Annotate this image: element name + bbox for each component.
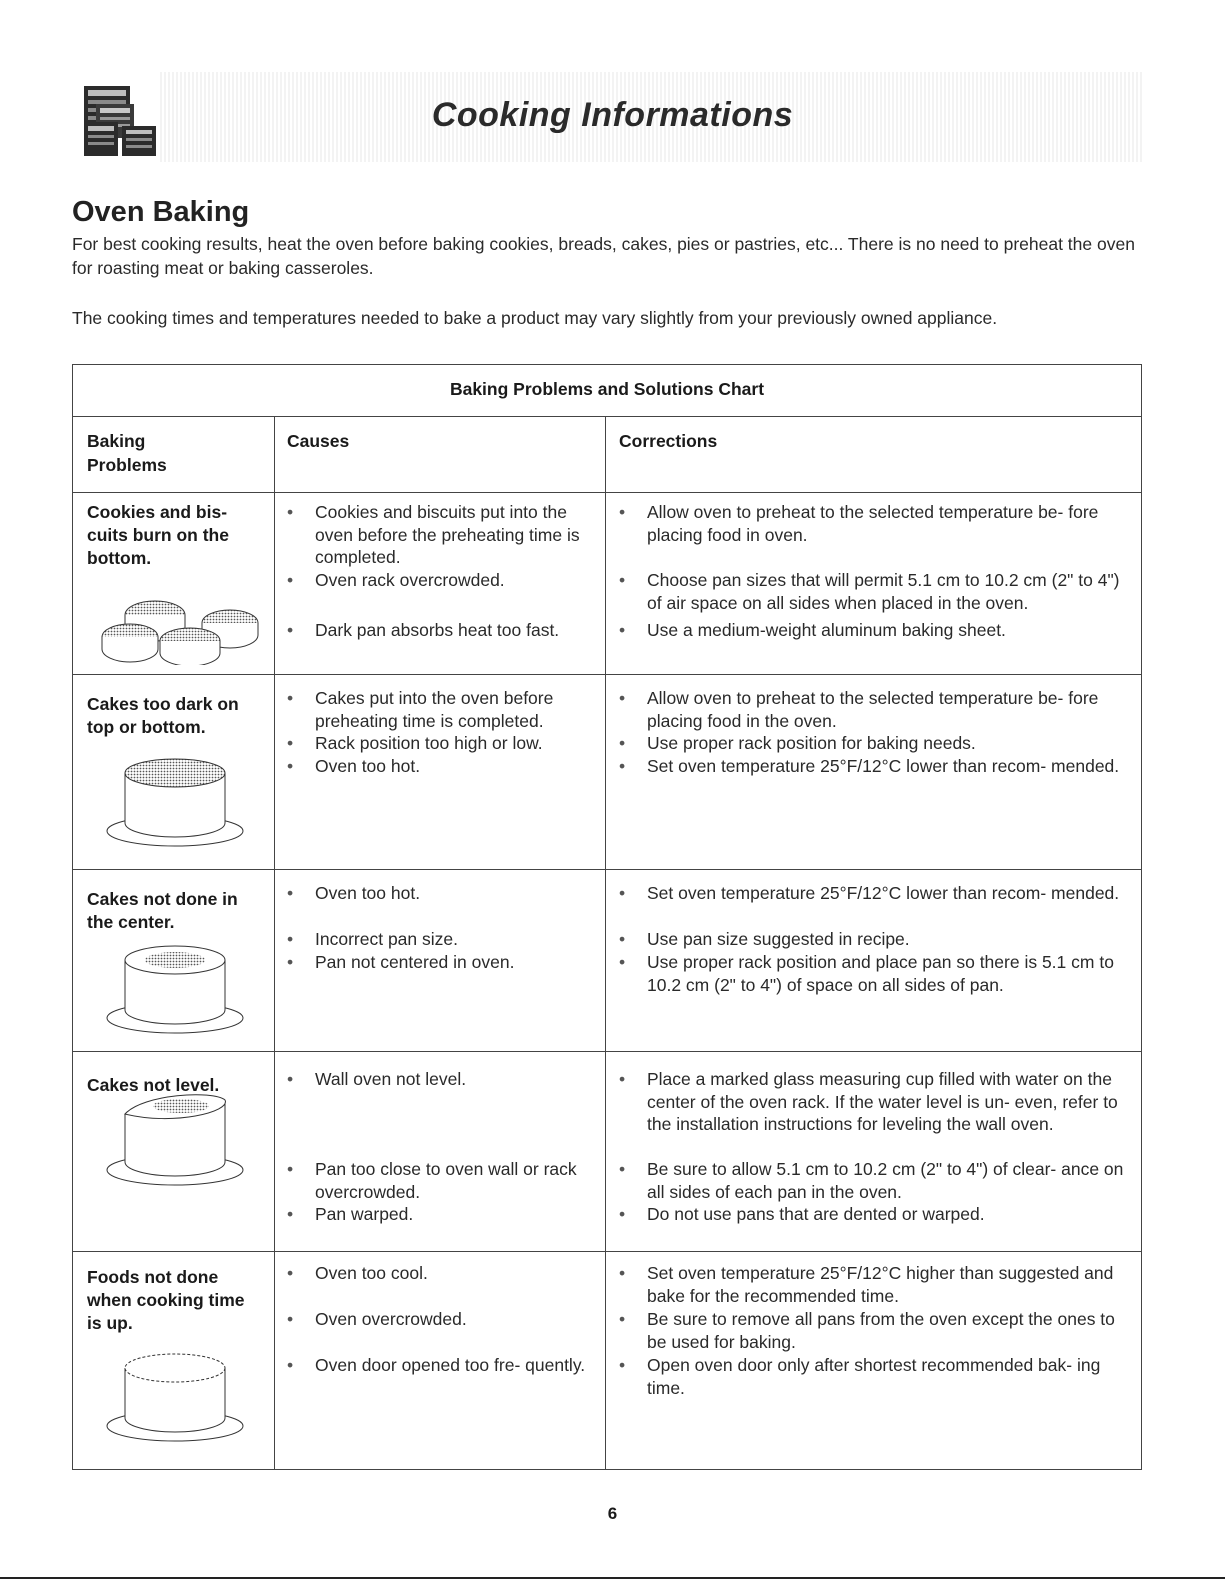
header-problems: Baking Problems bbox=[87, 431, 167, 475]
table-row bbox=[73, 1052, 1141, 1252]
correction-item: • Allow oven to preheat to the selected temperature be- fore placing food in oven. bbox=[647, 501, 1125, 546]
table-row bbox=[73, 870, 1141, 1052]
uneven-cake-illustration bbox=[103, 1090, 253, 1190]
table-row bbox=[73, 675, 1141, 870]
page-number: 6 bbox=[607, 1504, 618, 1523]
cause-item: • Incorrect pan size. bbox=[315, 928, 605, 951]
cause-item: • Oven too hot. bbox=[315, 755, 605, 778]
correction-item: • Open oven door only after shortest recommended bak- ing time. bbox=[647, 1354, 1125, 1399]
cause-item: • Pan too close to oven wall or rack overcrowded. bbox=[315, 1158, 605, 1203]
bottom-rule bbox=[0, 1577, 1225, 1579]
cause-item: • Dark pan absorbs heat too fast. bbox=[315, 619, 605, 642]
correction-item: • Use proper rack position and place pan so there is 5.1 cm to 10.2 cm (2" to 4") of space on all sides of pan. bbox=[647, 951, 1125, 996]
header-corrections: Corrections bbox=[619, 431, 718, 451]
correction-item: • Set oven temperature 25°F/12°C higher than suggested and bake for the recommended time. bbox=[647, 1262, 1125, 1307]
cake-illustration bbox=[103, 1344, 253, 1444]
cake-illustration bbox=[103, 936, 253, 1036]
table-row bbox=[73, 493, 1141, 675]
problem-label: Cakes not level. bbox=[87, 1075, 220, 1095]
table-row bbox=[73, 1252, 1141, 1471]
cause-item: • Oven too hot. bbox=[315, 882, 605, 905]
cause-item: • Oven door opened too fre- quently. bbox=[315, 1354, 605, 1377]
intro-paragraph: For best cooking results, heat the oven before baking cookies, breads, cakes, pies or pastries, etc... There is no need to preheat the oven for roasting meat or baking casseroles. bbox=[72, 234, 1135, 278]
chart-title: Baking Problems and Solutions Chart bbox=[73, 365, 1141, 417]
problem-label: Foods not done when cooking time is up. bbox=[87, 1267, 245, 1333]
problem-label: Cakes too dark on top or bottom. bbox=[87, 694, 239, 737]
cause-item: • Oven overcrowded. bbox=[315, 1308, 605, 1331]
cake-illustration bbox=[103, 749, 253, 849]
correction-item: • Be sure to remove all pans from the oven except the ones to be used for baking. bbox=[647, 1308, 1125, 1353]
cause-item: • Pan not centered in oven. bbox=[315, 951, 605, 974]
baking-problems-chart bbox=[72, 364, 1142, 1470]
cause-item: • Oven rack overcrowded. bbox=[315, 569, 605, 592]
cause-item: • Cakes put into the oven before preheating time is completed. bbox=[315, 687, 605, 732]
correction-item: • Do not use pans that are dented or warped. bbox=[647, 1203, 1125, 1226]
correction-item: • Use proper rack position for baking needs. bbox=[647, 732, 1125, 755]
cause-item: • Wall oven not level. bbox=[315, 1068, 605, 1091]
cause-item: • Pan warped. bbox=[315, 1203, 605, 1226]
page-header-title: Cooking Informations bbox=[431, 96, 794, 134]
correction-item: • Set oven temperature 25°F/12°C lower than recom- mended. bbox=[647, 755, 1125, 778]
problem-label: Cakes not done in the center. bbox=[87, 889, 238, 932]
section-title: Oven Baking bbox=[72, 196, 250, 228]
correction-item: • Be sure to allow 5.1 cm to 10.2 cm (2" to 4") of clear- ance on all sides of each pan in the oven. bbox=[647, 1158, 1125, 1203]
table-header-row bbox=[73, 417, 1141, 493]
intro-paragraph-2: The cooking times and temperatures needed to bake a product may vary slightly from your previously owned appliance. bbox=[72, 308, 998, 328]
cause-item: • Cookies and biscuits put into the oven before the preheating time is completed. bbox=[315, 501, 605, 569]
header-causes: Causes bbox=[287, 431, 350, 451]
correction-item: • Use a medium-weight aluminum baking sheet. bbox=[647, 619, 1125, 642]
problem-label: Cookies and bis- cuits burn on the bottom. bbox=[87, 502, 229, 568]
cause-item: • Oven too cool. bbox=[315, 1262, 605, 1285]
correction-item: • Allow oven to preheat to the selected temperature be- fore placing food in the oven. bbox=[647, 687, 1125, 732]
cookies-illustration bbox=[95, 585, 265, 665]
correction-item: • Place a marked glass measuring cup filled with water on the center of the oven rack. If the water level is un- even, refer to the installation instructions for leveling the wall oven. bbox=[647, 1068, 1125, 1136]
correction-item: • Choose pan sizes that will permit 5.1 cm to 10.2 cm (2" to 4") of air space on all sides when placed in the oven. bbox=[647, 569, 1125, 614]
correction-item: • Use pan size suggested in recipe. bbox=[647, 928, 1125, 951]
correction-item: • Set oven temperature 25°F/12°C lower than recom- mended. bbox=[647, 882, 1125, 905]
cause-item: • Rack position too high or low. bbox=[315, 732, 605, 755]
